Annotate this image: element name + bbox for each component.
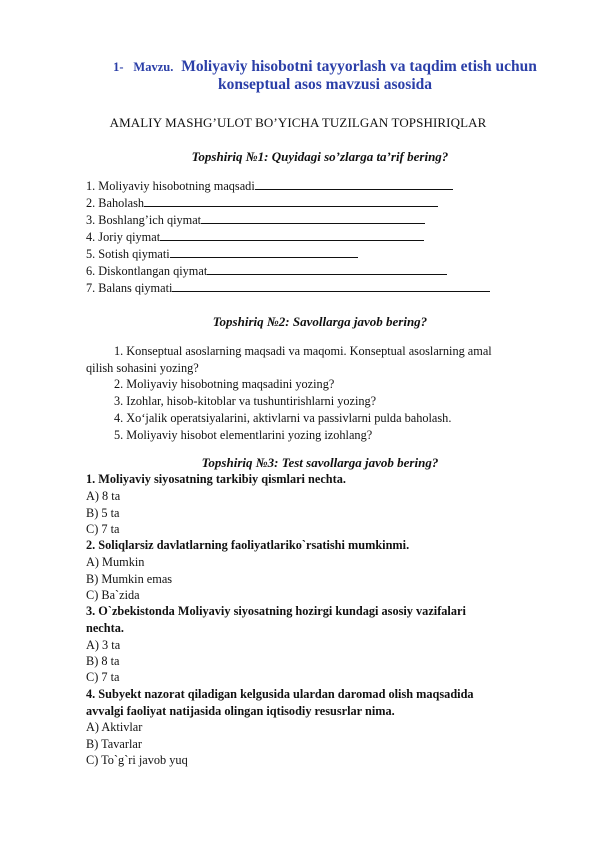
title-line-1: [90, 58, 560, 76]
task1-item-3-text: 3. Boshlang’ich qiymat: [86, 213, 202, 227]
answer-blank[interactable]: [144, 195, 438, 207]
topic-label: Mavzu.: [133, 60, 174, 74]
task1-item-7-text: 7. Balans qiymati: [86, 281, 173, 295]
answer-blank[interactable]: [255, 178, 453, 190]
test-question-2: [86, 538, 409, 553]
answer-blank[interactable]: [172, 280, 490, 292]
test-option-b[interactable]: B) Tavarlar: [86, 737, 142, 751]
answer-blank[interactable]: [170, 246, 358, 258]
topic-number: 1-: [113, 60, 124, 74]
task2-question-5: 5. Moliyaviy hisobot elementlarini yozing izohlang?: [114, 428, 373, 442]
topic-title: [90, 58, 560, 94]
answer-blank[interactable]: [160, 229, 424, 241]
task2-heading: Topshiriq №2: Savollarga javob bering?: [212, 314, 428, 329]
task1-item-6-text: 6. Diskontlangan qiymat: [86, 264, 208, 278]
test-question-4: 4. Subyekt nazorat qiladigan kelgusida ulardan daromad olish maqsadida: [86, 687, 474, 701]
task2-question-2: 2. Moliyaviy hisobotning maqsadini yozing?: [114, 377, 335, 391]
test-option-a[interactable]: A) Mumkin: [86, 555, 145, 569]
test-option-a[interactable]: A) 3 ta: [86, 638, 121, 652]
task1-item-4: [86, 229, 424, 245]
test-option-b[interactable]: B) 8 ta: [86, 654, 120, 668]
task1-item-5-text: 5. Sotish qiymati: [86, 247, 170, 261]
task1-item-5: [86, 246, 358, 262]
task1-item-7: [86, 280, 490, 296]
task1-item-1-text: 1. Moliyaviy hisobotning maqsadi: [86, 179, 255, 193]
test-option-b[interactable]: B) 5 ta: [86, 506, 120, 520]
task1-item-3: [86, 212, 425, 228]
title-line-2: konseptual asos mavzusi asosida: [217, 76, 433, 93]
task1-heading: Topshiriq №1: Quyidagi so’zlarga ta’rif bering?: [191, 149, 449, 164]
test-option-b[interactable]: B) Mumkin emas: [86, 572, 173, 586]
test-option-c[interactable]: C) 7 ta: [86, 522, 120, 536]
test-question-2-text: 2. Soliqlarsiz davlatlarning faoliyatlariko`rsatishi mumkinmi.: [86, 538, 410, 552]
task2-question-4: 4. Xo‘jalik operatsiyalarini, aktivlarni va passivlarni pulda baholash.: [114, 411, 452, 425]
test-option-a[interactable]: A) Aktivlar: [86, 720, 143, 734]
task1-item-4-text: 4. Joriy qiymat: [86, 230, 161, 244]
assignments-subtitle: AMALIY MASHG’ULOT BO’YICHA TUZILGAN TOPSHIRIQLAR: [109, 115, 487, 130]
answer-blank[interactable]: [207, 263, 447, 275]
task2-question-1: 1. Konseptual asoslarning maqsadi va maqomi. Konseptual asoslarning amal: [114, 344, 492, 358]
task1-item-1: [86, 178, 453, 194]
test-question-3-cont: nechta.: [86, 621, 124, 635]
task3-heading: Topshiriq №3: Test savollarga javob bering?: [201, 455, 439, 470]
test-option-a[interactable]: A) 8 ta: [86, 489, 121, 503]
test-option-c[interactable]: C) 7 ta: [86, 670, 120, 684]
task1-item-2: [86, 195, 438, 211]
test-question-3: 3. O`zbekistonda Moliyaviy siyosatning hozirgi kundagi asosiy vazifalari: [86, 604, 466, 618]
task1-item-2-text: 2. Baholash: [86, 196, 145, 210]
test-question-1: 1. Moliyaviy siyosatning tarkibiy qismlari nechta.: [86, 472, 346, 486]
test-question-4-cont: avvalgi faoliyat natijasida olingan iqtisodiy resusrlar nima.: [86, 704, 395, 718]
answer-blank[interactable]: [201, 212, 425, 224]
task1-item-6: [86, 263, 447, 279]
task2-question-3: 3. Izohlar, hisob-kitoblar va tushuntirishlarni yozing?: [114, 394, 377, 408]
test-option-c[interactable]: C) Ba`zida: [86, 588, 140, 602]
title-text-1: Moliyaviy hisobotni tayyorlash va taqdim etish uchun: [181, 58, 537, 75]
task2-question-1-cont: qilish sohasini yozing?: [86, 361, 199, 375]
test-option-c[interactable]: C) To`g`ri javob yuq: [86, 753, 188, 767]
